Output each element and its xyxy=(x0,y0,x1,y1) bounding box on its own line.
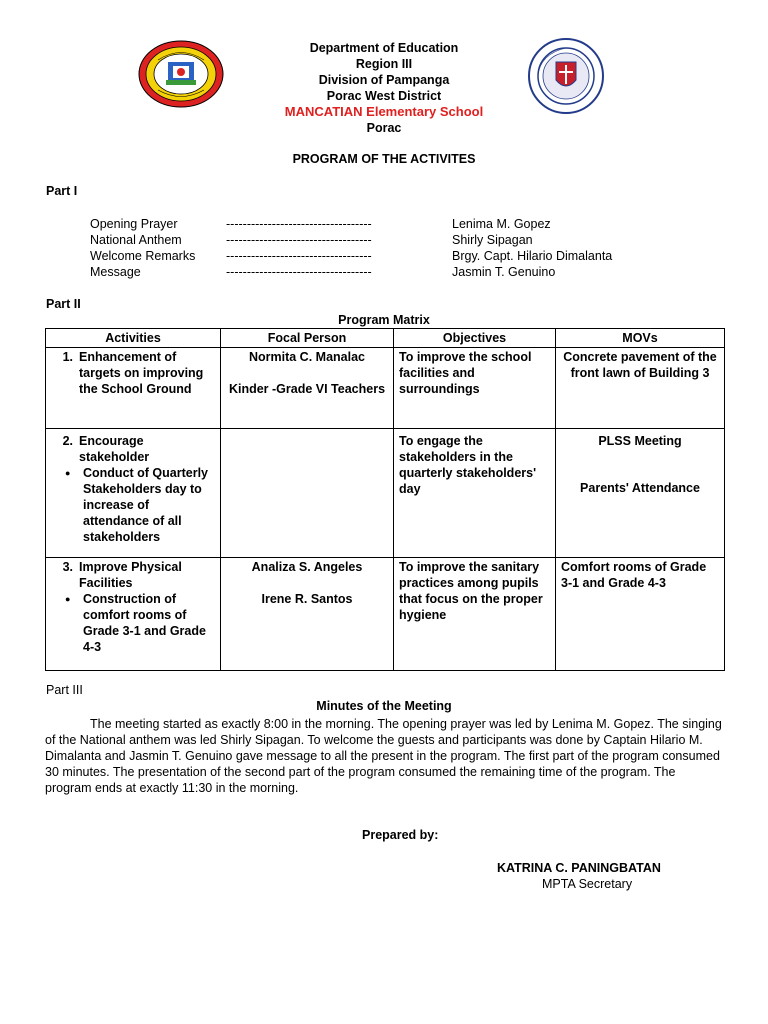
activity-bullet xyxy=(51,591,215,655)
objective-text: To engage the stakeholders in the quarterly stakeholders' day xyxy=(399,434,537,496)
part-1-label: Part I xyxy=(46,184,78,198)
column-header: Activities xyxy=(46,329,221,348)
part-3-label: Part III xyxy=(46,683,83,697)
objective-cell: To improve the sanitary practices among pupils that focus on the proper hygiene xyxy=(394,558,556,671)
program-dashes: ----------------------------------- xyxy=(226,265,372,279)
document-header xyxy=(234,40,534,136)
table-row xyxy=(46,348,725,429)
activity-text: Improve Physical Facilities xyxy=(79,560,182,590)
signatory-name: KATRINA C. PANINGBATAN xyxy=(497,861,661,875)
part-2-label: Part II xyxy=(46,297,81,311)
program-dashes: ----------------------------------- xyxy=(226,249,372,263)
bullet-icon xyxy=(65,591,83,655)
mov-cell xyxy=(556,429,725,558)
mov-text: PLSS Meeting xyxy=(598,434,682,448)
focal-person-cell xyxy=(221,429,394,558)
mov-text: Parents' Attendance xyxy=(580,481,700,495)
program-item xyxy=(90,264,652,280)
document-title: PROGRAM OF THE ACTIVITES xyxy=(292,152,476,166)
program-activity: National Anthem xyxy=(90,233,182,247)
focal-person: Kinder -Grade VI Teachers xyxy=(228,382,386,396)
program-person: Shirly Sipagan xyxy=(452,233,533,247)
activity-text: Encourage stakeholder xyxy=(79,434,150,464)
bullet-text: Conduct of Quarterly Stakeholders day to increase of attendance of all stakeholders xyxy=(83,466,209,544)
focal-person-cell xyxy=(221,348,394,429)
header-division: Division of Pampanga xyxy=(318,73,450,87)
program-matrix-table xyxy=(45,328,725,671)
minutes-paragraph: The meeting started as exactly 8:00 in the morning. The opening prayer was led by Lenima M. Gopez. The singing of the National anthem was led Shirly Sipagan. To welcome the guests and participants was done by Captain Hilario M. Dimalanta and Jasmin T. Genuino gave message to all the present in the program. The first part of the program consumed 30 minutes. The presentation of the second part of the program consumed the remaining time of the program. The program ends at exactly 11:30 in the morning. xyxy=(45,717,722,795)
program-activity: Welcome Remarks xyxy=(90,249,196,263)
program-dashes: ----------------------------------- xyxy=(226,233,372,247)
activity-cell xyxy=(46,558,221,671)
program-item xyxy=(90,248,652,264)
minutes-body xyxy=(45,716,725,796)
table-header-row xyxy=(46,329,725,348)
table-row xyxy=(46,429,725,558)
program-item xyxy=(90,232,652,248)
minutes-title: Minutes of the Meeting xyxy=(316,699,452,713)
focal-person: Irene R. Santos xyxy=(261,592,353,606)
program-activity: Opening Prayer xyxy=(90,217,178,231)
part-1-list xyxy=(90,216,652,280)
activity-cell xyxy=(46,429,221,558)
program-item xyxy=(90,216,652,232)
prepared-by-label: Prepared by: xyxy=(362,828,439,842)
program-person: Brgy. Capt. Hilario Dimalanta xyxy=(452,249,613,263)
focal-person-cell xyxy=(221,558,394,671)
column-header: MOVs xyxy=(556,329,725,348)
bullet-icon xyxy=(65,465,83,545)
activity-cell xyxy=(46,348,221,429)
header-town: Porac xyxy=(366,121,402,135)
deped-seal-icon xyxy=(138,40,224,108)
table-row xyxy=(46,558,725,671)
mov-cell: Comfort rooms of Grade 3-1 and Grade 4-3 xyxy=(556,558,725,671)
header-school-name: MANCATIAN Elementary School xyxy=(284,104,484,119)
header-district: Porac West District xyxy=(326,89,442,103)
mov-cell: Concrete pavement of the front lawn of Building 3 xyxy=(556,348,725,429)
activity-bullet xyxy=(51,465,215,545)
item-number: 2. xyxy=(62,434,73,448)
item-number: 1. xyxy=(62,350,73,364)
header-department: Department of Education xyxy=(309,41,459,55)
school-seal-icon xyxy=(528,38,604,114)
matrix-title: Program Matrix xyxy=(338,313,430,327)
program-activity: Message xyxy=(90,265,141,279)
column-header: Focal Person xyxy=(221,329,394,348)
signatory-position: MPTA Secretary xyxy=(542,877,633,891)
header-region: Region III xyxy=(355,57,413,71)
column-header: Objectives xyxy=(394,329,556,348)
activity-text: Enhancement of targets on improving the School Ground xyxy=(79,350,204,396)
program-person: Jasmin T. Genuino xyxy=(452,265,556,279)
objective-cell: To improve the school facilities and surroundings xyxy=(394,348,556,429)
bullet-text: Construction of comfort rooms of Grade 3-1 and Grade 4-3 xyxy=(83,592,206,654)
program-person: Lenima M. Gopez xyxy=(452,217,551,231)
program-dashes: ----------------------------------- xyxy=(226,217,372,231)
item-number: 3. xyxy=(62,560,73,574)
focal-person: Analiza S. Angeles xyxy=(251,560,363,574)
focal-person: Normita C. Manalac xyxy=(248,350,365,364)
objective-cell xyxy=(394,429,556,558)
